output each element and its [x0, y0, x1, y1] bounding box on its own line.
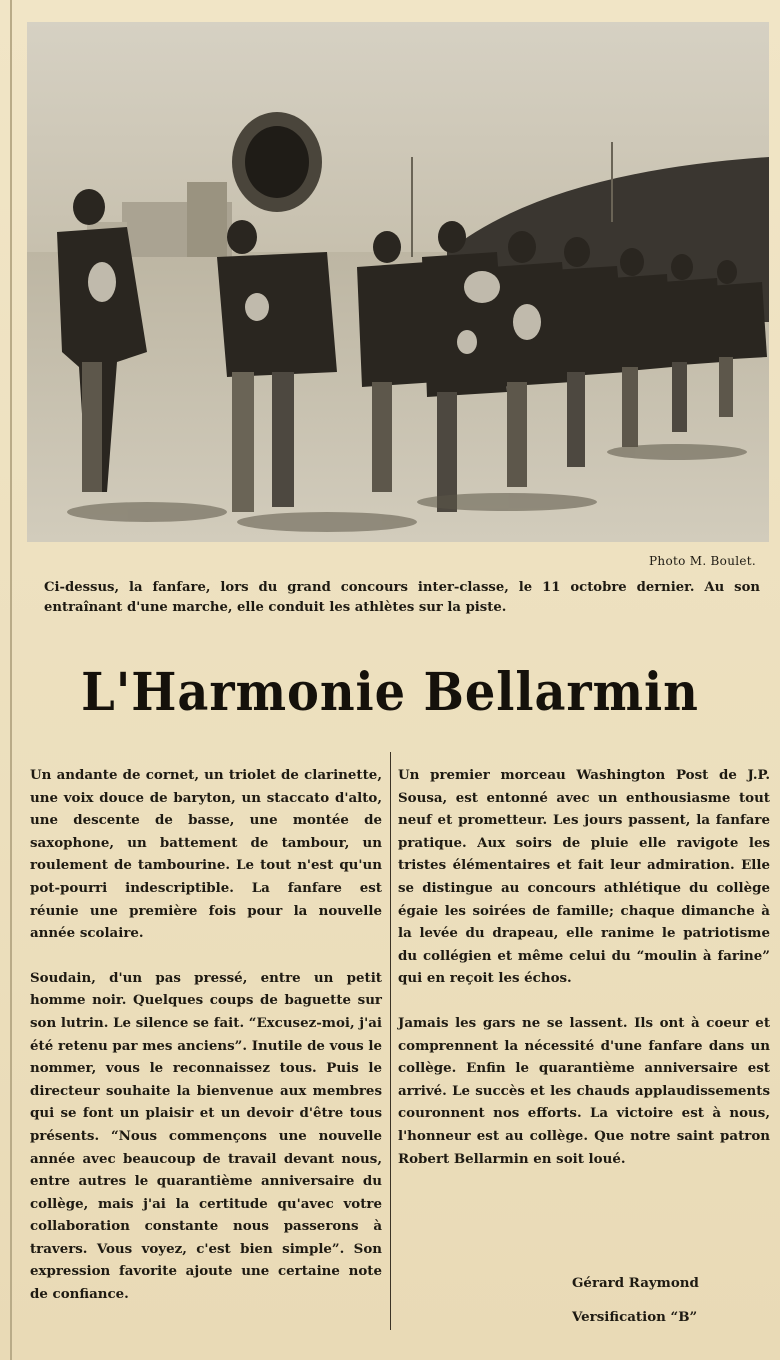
- band-photo: [27, 22, 769, 542]
- column-divider: [390, 752, 391, 1330]
- clipping-edge: [10, 0, 12, 1360]
- photo-credit: Photo M. Boulet.: [649, 554, 756, 568]
- band-photo-image: [27, 22, 769, 542]
- author-class: Versification “B”: [572, 1309, 698, 1325]
- article-column-left: [30, 764, 382, 1328]
- paragraph: Un premier morceau Washington Post de J.P. Sousa, est entonné avec un enthousiasme tout neuf et prometteur. Les jours passent, la fanfare pratique. Aux soirs de pluie elle ravigote les tristes élémentaires et fait leur admiration. Elle se distingue au concours athlétique du collège égaie les soirées de famille; chaque dimanche à la levée du drapeau, elle ranime le patriotisme du collégien et même celui du “moulin à farine” qui en reçoit les échos.: [398, 767, 770, 987]
- article-column-right: [398, 764, 770, 1192]
- photo-caption: Ci-dessus, la fanfare, lors du grand concours inter-classe, le 11 octobre dernier. Au son entraînant d'une marche, elle conduit les athlètes sur la piste.: [44, 580, 760, 615]
- paragraph: Un andante de cornet, un triolet de clarinette, une voix douce de baryton, un staccato d'alto, une descente de basse, une montée de saxophone, un battement de tambour, un roulement de tambourine. Le tout n'est qu'un pot-pourri indescriptible. La fanfare est réunie une première fois pour la nouvelle année scolaire.: [30, 767, 382, 942]
- paragraph: Soudain, d'un pas pressé, entre un petit homme noir. Quelques coups de baguette sur son lutrin. Le silence se fait. “Excusez-moi, j'ai été retenu par mes anciens”. Inutile de vous le nommer, vous le reconnaissez tous. Puis le directeur souhaite la bienvenue aux membres qui se font un plaisir et un devoir d'être tous présents. “Nous commençons une nouvelle année avec beaucoup de travail devant nous, entre autres le quarantième anniversaire du collège, mais j'ai la certitude qu'avec votre collaboration constante nous passerons à travers. Vous voyez, c'est bien simple”. Son expression favorite ajoute une certaine note de confiance.: [30, 969, 382, 1303]
- article-title: L'Harmonie Bellarmin: [81, 662, 699, 723]
- paragraph: Jamais les gars ne se lassent. Ils ont à coeur et comprennent la nécessité d'une fanfare dans un collège. Enfin le quarantième anniversaire est arrivé. Le succès et les chauds applaudissements couronnent nos efforts. La victoire est à nous, l'honneur est au collège. Que notre saint patron Robert Bellarmin en soit loué.: [398, 1014, 770, 1167]
- author-name: Gérard Raymond: [572, 1275, 699, 1291]
